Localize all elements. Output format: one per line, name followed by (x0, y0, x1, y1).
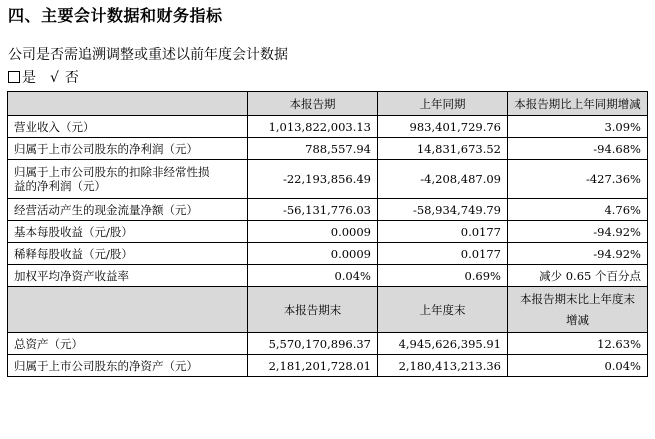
cell-change: 减少 0.65 个百分点 (508, 265, 648, 287)
table-header-row (8, 92, 648, 116)
restatement-question: 公司是否需追溯调整或重述以前年度会计数据 (8, 47, 288, 63)
cell-change: -94.68% (508, 138, 648, 160)
row-label: 归属于上市公司股东的净利润（元） (8, 138, 248, 160)
table-row (8, 355, 648, 377)
row-label (8, 160, 248, 199)
header-change-line2: 增减 (566, 312, 589, 327)
cell-prior: -4,208,487.09 (378, 160, 508, 199)
cell-current: -56,131,776.03 (248, 199, 378, 221)
table-row (8, 333, 648, 355)
row-label: 基本每股收益（元/股） (8, 221, 248, 243)
row-label: 总资产（元） (8, 333, 248, 355)
cell-change: 3.09% (508, 116, 648, 138)
yes-label: 是 (22, 70, 36, 86)
table-header-row-2 (8, 287, 648, 333)
yes-checkbox[interactable] (8, 71, 20, 83)
table-row (8, 116, 648, 138)
cell-prior: -58,934,749.79 (378, 199, 508, 221)
table-row (8, 138, 648, 160)
row-label: 稀释每股收益（元/股） (8, 243, 248, 265)
cell-current: 0.04% (248, 265, 378, 287)
header-blank-cell (8, 92, 248, 116)
cell-prior: 0.0177 (378, 243, 508, 265)
table-row (8, 221, 648, 243)
table-row (8, 199, 648, 221)
section-title: 四、主要会计数据和财务指标 (8, 6, 223, 25)
header-period-end: 本报告期末 (248, 287, 378, 333)
checkmark-icon: √ (50, 70, 59, 86)
restatement-options (8, 67, 79, 87)
row-label: 营业收入（元） (8, 116, 248, 138)
row-label: 加权平均净资产收益率 (8, 265, 248, 287)
cell-current: -22,193,856.49 (248, 160, 378, 199)
cell-change: -94.92% (508, 243, 648, 265)
cell-current: 2,181,201,728.01 (248, 355, 378, 377)
cell-change: 12.63% (508, 333, 648, 355)
cell-current: 788,557.94 (248, 138, 378, 160)
header-change-2 (508, 287, 648, 333)
cell-prior: 14,831,673.52 (378, 138, 508, 160)
no-option (50, 67, 79, 87)
header-current-period: 本报告期 (248, 92, 378, 116)
cell-prior: 0.0177 (378, 221, 508, 243)
row-label: 经营活动产生的现金流量净额（元） (8, 199, 248, 221)
header-prior-period: 上年同期 (378, 92, 508, 116)
cell-prior: 4,945,626,395.91 (378, 333, 508, 355)
table-row (8, 265, 648, 287)
cell-change: -427.36% (508, 160, 648, 199)
cell-current: 0.0009 (248, 221, 378, 243)
header-change-line1: 本报告期末比上年度末 (520, 291, 635, 306)
table-row (8, 160, 648, 199)
cell-prior: 983,401,729.76 (378, 116, 508, 138)
no-label: 否 (64, 70, 79, 86)
cell-current: 0.0009 (248, 243, 378, 265)
cell-change: 0.04% (508, 355, 648, 377)
financial-data-table (7, 91, 648, 377)
cell-current: 1,013,822,003.13 (248, 116, 378, 138)
cell-prior: 2,180,413,213.36 (378, 355, 508, 377)
cell-change: -94.92% (508, 221, 648, 243)
row-label: 归属于上市公司股东的净资产（元） (8, 355, 248, 377)
row-label-line1: 归属于上市公司股东的扣除非经常性损 (14, 165, 210, 179)
cell-prior: 0.69% (378, 265, 508, 287)
cell-change: 4.76% (508, 199, 648, 221)
table-row (8, 243, 648, 265)
header-prior-year-end: 上年度末 (378, 287, 508, 333)
header-change: 本报告期比上年同期增减 (508, 92, 648, 116)
row-label-line2: 益的净利润（元） (14, 179, 106, 193)
header-blank-cell (8, 287, 248, 333)
cell-current: 5,570,170,896.37 (248, 333, 378, 355)
